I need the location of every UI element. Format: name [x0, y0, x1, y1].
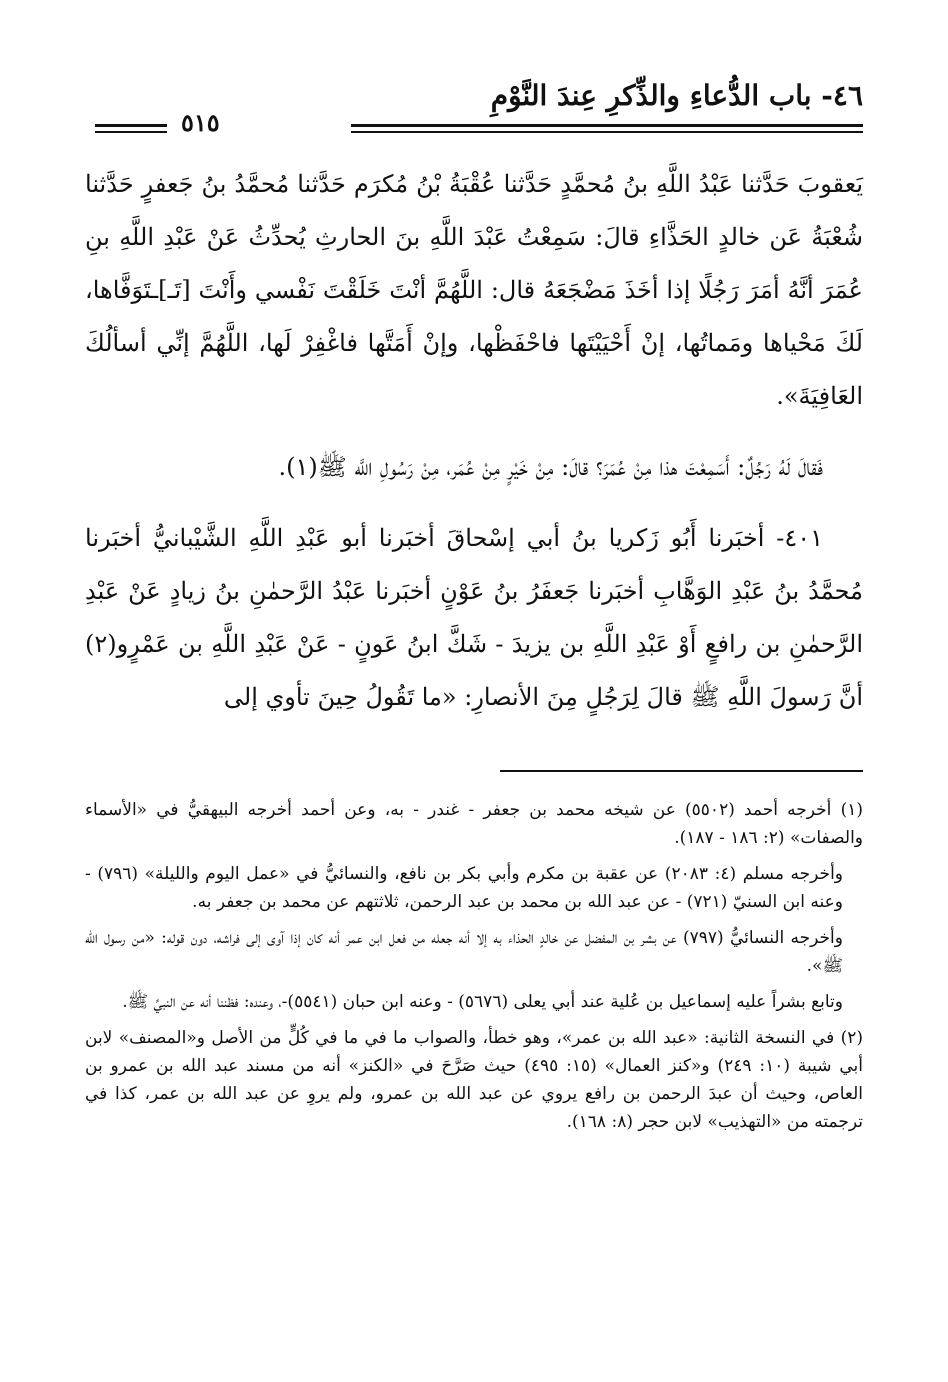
footnotes — [85, 796, 863, 1144]
footnote-1-mutabaa: وتابع بشراً عليه إسماعيل بن عُلية عند أبي يعلى (٥٦٧٦) - وعنه ابن حبان (٥٥٤١)-، وعنده: فظننا أنه عن النبيِّ ﷺ. — [122, 992, 843, 1012]
footnote-1: (١) أخرجه أحمد (٥٥٠٢) عن شيخه محمد بن جعفر - غندر - به، وعن أحمد أخرجه البيهقيُّ في «الأسماء والصفات» (٢: ١٨٦ - ١٨٧). — [85, 800, 864, 848]
page-number: ٥١٥ — [181, 108, 220, 137]
footnote-2: (٢) في النسخة الثانية: «عبد الله بن عمر»، وهو خطأ، والصواب ما في ما في كُلٍّ من الأصل و«المصنف» لابن أبي شيبة (١٠: ٢٤٩) و«كنز العمال» (١٥: ٤٩٥) حيث صَرَّحَ في «الكنز» أنه من مسند عبد الله بن عمرو بن العاص، وحيث أن عبدَ الرحمن بن رافع يروي عن عبد الله بن عمرو، ولم يروِ عن عبد الله بن عمر، كذا في ترجمته من «التهذيب» لابن حجر (٨: ١٦٨). — [85, 1028, 863, 1132]
chapter-title: ٤٦- باب الدُّعاءِ والذِّكرِ عِندَ النَّوْمِ — [490, 79, 863, 112]
paragraph-hadith-401: ٤٠١- أخبَرنا أَبُو زَكريا بنُ أبي إسْحاقَ أخبَرنا أبو عَبْدِ اللَّهِ الشَّيْبانيُّ أخبَرنا مُحمَّدُ بنُ عَبْدِ الوَهَّابِ أخبَرنا جَعفَرُ بنُ عَوْنٍ أخبَرنا عَبْدُ الرَّحمٰنِ بنُ زيادٍ عَنْ عَبْدِ الرَّحمٰنِ بن رافعٍ أَوْ عَبْدِ اللَّهِ بن يزيدَ - شَكَّ ابنُ عَونٍ - عَنْ عَبْدِ اللَّهِ بن عَمْرٍو(٢) أنَّ رَسولَ اللَّهِ ﷺ قالَ لِرَجُلٍ مِنَ الأنصارِ: «ما تَقُولُ حِينَ تأوي إلى — [85, 524, 863, 711]
main-text — [85, 158, 863, 742]
header-rule-short — [95, 124, 167, 133]
paragraph-hadith-continuation: يَعقوبَ حَدَّثنا عَبْدُ اللَّهِ بنُ مُحمَّدٍ حَدَّثنا عُقْبَةُ بْنُ مُكرَم حَدَّثنا مُحمَّدُ بنُ جَعفرٍ حَدَّثنا شُعْبَةُ عَن خالدٍ الحَذَّاءِ قالَ: سَمِعْتُ عَبْدَ اللَّهِ بنَ الحارثِ يُحدِّثُ عَنْ عَبْدِ اللَّهِ بنِ عُمَرَ أنَّهُ أمَرَ رَجُلًا إذا أخَذَ مَضْجَعَهُ قال: اللَّهُمَّ أنْتَ خَلَقْتَ نَفْسي وأَنْتَ [تَـ]ـتَوَفَّاها، لَكَ مَحْياها ومَماتُها، إنْ أَحْيَيْتَها فاحْفَظْها، وإنْ أَمَتَّها فاغْفِرْ لَها، اللَّهُمَّ إنِّي أسألُكَ العَافِيَةَ». — [85, 170, 863, 410]
header-rule-long — [351, 124, 863, 133]
footnote-separator — [500, 770, 863, 772]
footnote-1-nasai: وأخرجه النسائيُّ (٧٩٧) عن بشر بن المفضل عن خالدٍ الحذاء به إلا أنه جعله من فعل ابن عمر أنه كان إذا آوى إلى فراشه، دون قوله: «من رسول الله ﷺ». — [85, 928, 843, 976]
footnote-1-muslim: وأخرجه مسلم (٤: ٢٠٨٣) عن عقبة بن مكرم وأبي بكر بن نافع، والنسائيُّ في «عمل اليوم والليلة» (٧٩٦) - وعنه ابن السنيّ (٧٢١) - عن عبد الله بن محمد بن عبد الرحمن، ثلاثتهم عن محمد بن جعفر به. — [85, 864, 843, 912]
header-rule — [95, 108, 863, 137]
page-header — [95, 78, 863, 140]
paragraph-question: فَقالَ لَهُ رَجُلٌ: أَسَمِعْتَ هذا مِنْ عُمَرَ؟ قالَ: مِنْ خَيْرٍ مِنْ عُمَر، مِنْ رَسُولِ اللَّه ﷺ(١). — [278, 453, 823, 481]
